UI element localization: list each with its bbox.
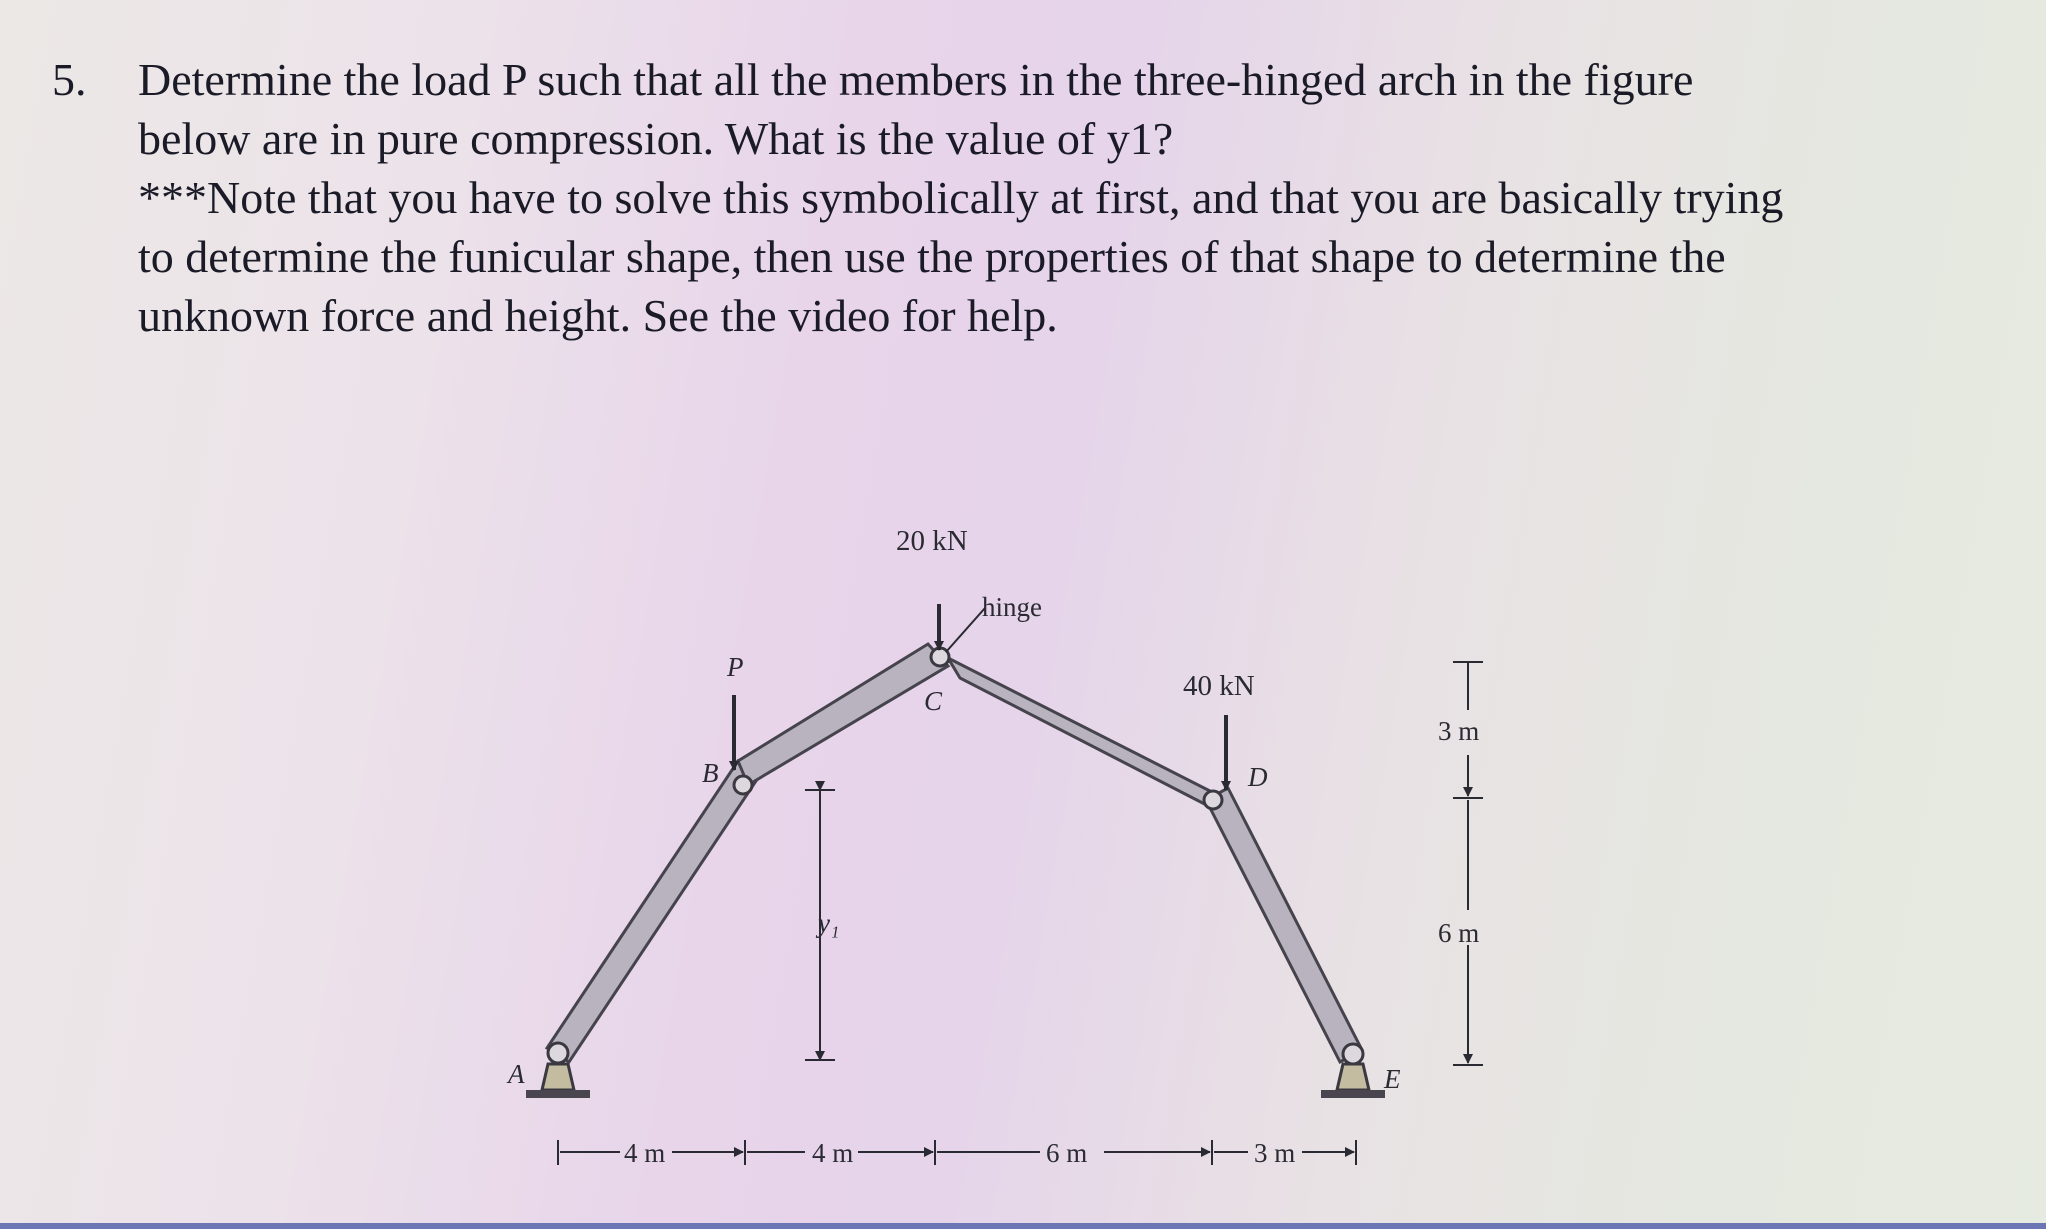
member-ab bbox=[547, 761, 760, 1062]
problem-line-4: to determine the funicular shape, then use the properties of that shape to determine the bbox=[138, 231, 1726, 282]
label-load-40kn: 40 kN bbox=[1183, 670, 1255, 702]
label-dim-4m-first: 4 m bbox=[624, 1138, 666, 1168]
label-dim-6m-horizontal: 6 m bbox=[1046, 1138, 1088, 1168]
problem-number: 5. bbox=[52, 54, 87, 105]
problem-line-2: below are in pure compression. What is the value of y1? bbox=[138, 113, 1174, 164]
label-dim-3m-horizontal: 3 m bbox=[1254, 1138, 1296, 1168]
problem-line-3: ***Note that you have to solve this symbolically at first, and that you are basically trying bbox=[138, 172, 1784, 223]
support-e bbox=[1321, 1064, 1385, 1098]
label-dim-3m-vertical: 3 m bbox=[1438, 716, 1480, 746]
problem-line-1: Determine the load P such that all the members in the three-hinged arch in the figure bbox=[138, 54, 1694, 105]
pin-b bbox=[734, 776, 752, 794]
label-load-20kn: 20 kN bbox=[896, 525, 968, 557]
pin-d bbox=[1204, 791, 1222, 809]
label-dim-6m-vertical: 6 m bbox=[1438, 918, 1480, 948]
pin-e bbox=[1343, 1044, 1363, 1064]
label-point-c: C bbox=[924, 686, 943, 716]
label-dim-4m-second: 4 m bbox=[812, 1138, 854, 1168]
problem-line-5: unknown force and height. See the video for help. bbox=[138, 290, 1058, 341]
member-de bbox=[1206, 788, 1362, 1062]
hinge-callout-line bbox=[946, 608, 985, 652]
arch-members bbox=[547, 644, 1362, 1062]
label-point-b: B bbox=[702, 758, 719, 788]
label-hinge: hinge bbox=[982, 592, 1042, 622]
support-a bbox=[526, 1064, 590, 1098]
label-dim-y1: y₁ bbox=[818, 908, 840, 938]
member-bc bbox=[738, 644, 948, 785]
screen-bottom-edge bbox=[0, 1223, 2046, 1229]
label-point-e: E bbox=[1384, 1064, 1401, 1094]
label-point-a: A bbox=[508, 1059, 525, 1089]
pin-a bbox=[548, 1043, 568, 1063]
label-load-p: P bbox=[727, 652, 744, 682]
label-point-d: D bbox=[1248, 762, 1268, 792]
dimension-bottom-horizontal bbox=[558, 1140, 1356, 1165]
